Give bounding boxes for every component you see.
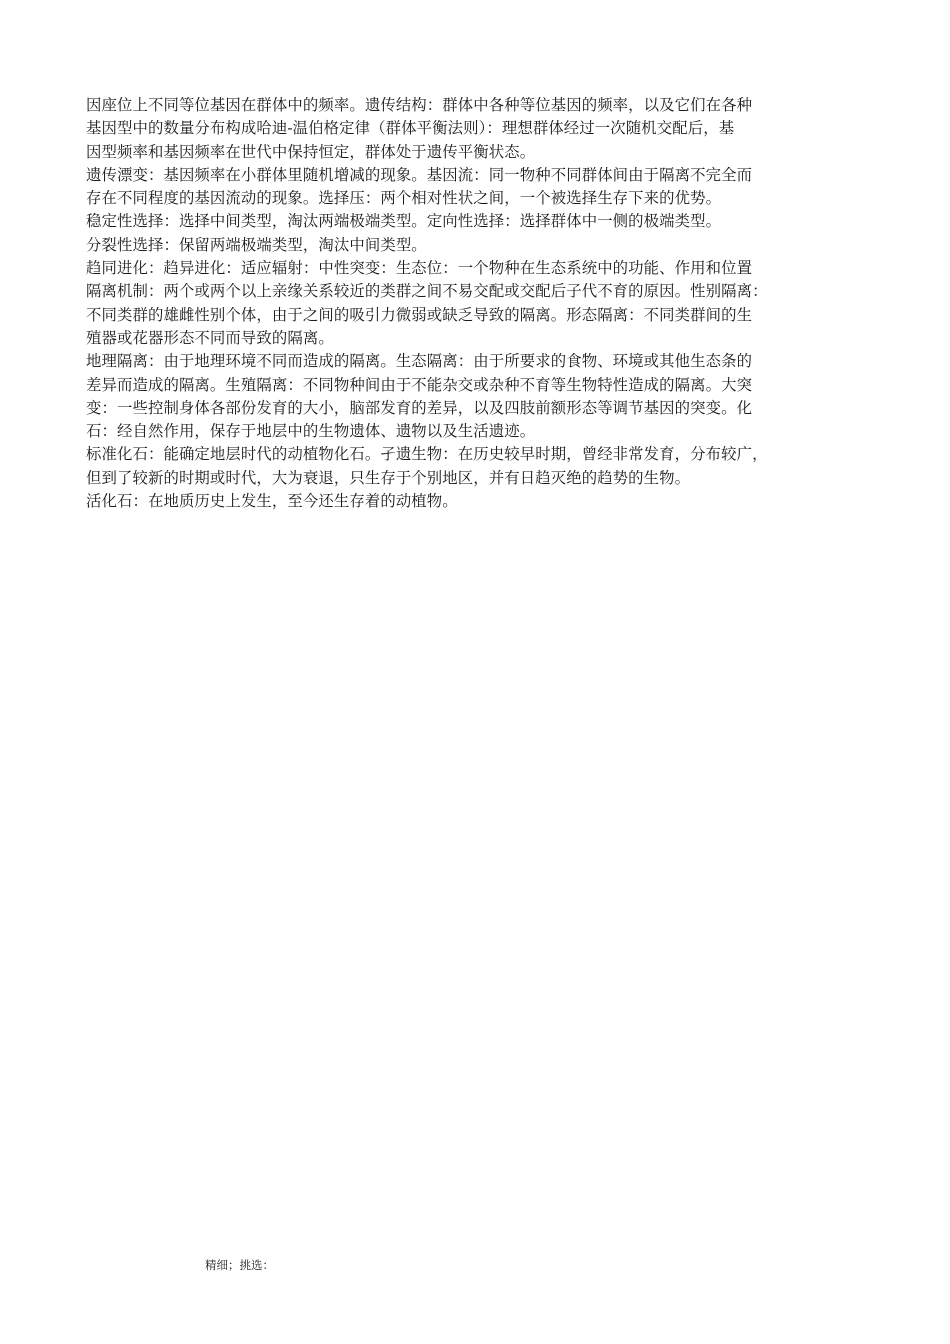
page-footer: 精细；挑选： bbox=[205, 1258, 274, 1272]
paragraph-stabilizing-selection bbox=[86, 210, 852, 233]
text-line: 地理隔离：由于地理环境不同而造成的隔离。生态隔离：由于所要求的食物、环境或其他生态条的 bbox=[86, 352, 753, 371]
text-line: 变：一些控制身体各部份发育的大小，脑部发育的差异，以及四肢前额形态等调节基因的突变。化 bbox=[86, 398, 753, 417]
paragraph-index-fossils bbox=[86, 443, 852, 490]
text-line: 遗传漂变：基因频率在小群体里随机增减的现象。基因流：同一物种不同群体间由于隔离不完全而 bbox=[86, 165, 753, 184]
document-body bbox=[86, 94, 852, 513]
text-line: 因型频率和基因频率在世代中保持恒定，群体处于遗传平衡状态。 bbox=[86, 142, 536, 161]
text-line: 因座位上不同等位基因在群体中的频率。遗传结构：群体中各种等位基因的频率，以及它们在各种 bbox=[86, 96, 753, 114]
paragraph-population-genetics bbox=[86, 94, 852, 164]
text-line: 趋同进化：趋异进化：适应辐射：中性突变：生态位：一个物种在生态系统中的功能、作用和位置 bbox=[86, 259, 753, 278]
paragraph-disruptive-selection bbox=[86, 234, 852, 257]
paragraph-genetic-drift bbox=[86, 164, 852, 211]
text-line: 殖器或花器形态不同而导致的隔离。 bbox=[86, 328, 334, 347]
text-line: 基因型中的数量分布构成哈迪-温伯格定律（群体平衡法则）：理想群体经过一次随机交配后，基 bbox=[86, 119, 735, 138]
text-line: 标准化石：能确定地层时代的动植物化石。孑遗生物：在历史较早时期，曾经非常发育，分布较广， bbox=[86, 445, 768, 464]
paragraph-isolation-mechanisms bbox=[86, 257, 852, 350]
paragraph-living-fossils bbox=[86, 490, 852, 513]
paragraph-geographic-isolation bbox=[86, 350, 852, 443]
text-line: 稳定性选择：选择中间类型，淘汰两端极端类型。定向性选择：选择群体中一侧的极端类型。 bbox=[86, 212, 722, 231]
text-line: 石：经自然作用，保存于地层中的生物遗体、遗物以及生活遗迹。 bbox=[86, 422, 536, 441]
text-line: 存在不同程度的基因流动的现象。选择压：两个相对性状之间，一个被选择生存下来的优势。 bbox=[86, 189, 722, 208]
text-line: 差异而造成的隔离。生殖隔离：不同物种间由于不能杂交或杂种不育等生物特性造成的隔离。大突 bbox=[86, 375, 753, 394]
text-line: 隔离机制：两个或两个以上亲缘关系较近的类群之间不易交配或交配后子代不育的原因。性别隔离： bbox=[86, 282, 768, 301]
text-line: 不同类群的雄雌性别个体，由于之间的吸引力微弱或缺乏导致的隔离。形态隔离：不同类群间的生 bbox=[86, 305, 753, 324]
text-line: 活化石：在地质历史上发生，至今还生存着的动植物。 bbox=[86, 492, 458, 511]
text-line: 分裂性选择：保留两端极端类型，淘汰中间类型。 bbox=[86, 235, 427, 254]
text-line: 但到了较新的时期或时代，大为衰退，只生存于个别地区，并有日趋灭绝的趋势的生物。 bbox=[86, 468, 691, 487]
